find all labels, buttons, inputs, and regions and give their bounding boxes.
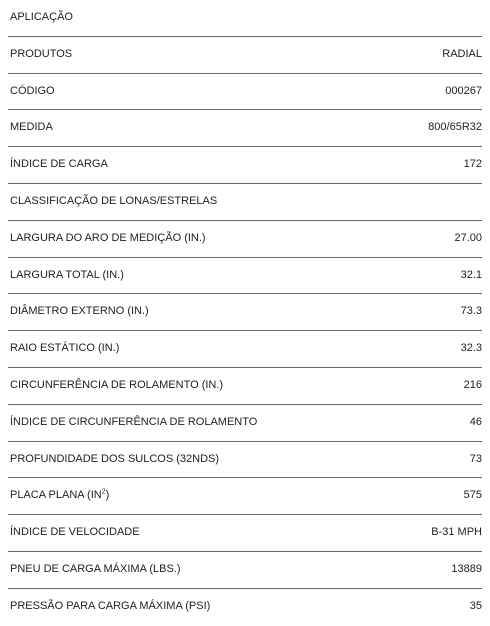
spec-row-placa-plana xyxy=(8,478,482,515)
spec-row-profundidade-sulcos xyxy=(8,442,482,479)
spec-row-indice-velocidade xyxy=(8,515,482,552)
spec-row-medida xyxy=(8,110,482,147)
spec-value: 73 xyxy=(469,452,482,465)
spec-row-diametro-externo xyxy=(8,294,482,331)
spec-label: PRODUTOS xyxy=(10,47,73,60)
spec-row-circunferencia-rolamento xyxy=(8,368,482,405)
spec-label: ÍNDICE DE VELOCIDADE xyxy=(10,526,140,539)
spec-row-aplicacao xyxy=(8,0,482,37)
spec-label xyxy=(10,490,109,501)
spec-label: PNEU DE CARGA MÁXIMA (LBS.) xyxy=(10,562,181,575)
spec-label: DIÂMETRO EXTERNO (IN.) xyxy=(10,305,149,318)
spec-row-classificacao-lonas xyxy=(8,184,482,221)
spec-label: CÓDIGO xyxy=(10,84,55,97)
spec-value: 27.00 xyxy=(454,231,482,244)
spec-label: CLASSIFICAÇÃO DE LONAS/ESTRELAS xyxy=(10,194,218,207)
spec-label: LARGURA TOTAL (IN.) xyxy=(10,268,124,281)
spec-value: 575 xyxy=(463,489,482,502)
spec-row-largura-aro xyxy=(8,221,482,258)
spec-label-suffix: ) xyxy=(105,489,110,502)
spec-value: 216 xyxy=(463,378,482,391)
spec-row-raio-estatico xyxy=(8,331,482,368)
spec-value: RADIAL xyxy=(442,47,482,60)
spec-row-indice-circunferencia xyxy=(8,405,482,442)
spec-label: PRESSÃO PARA CARGA MÁXIMA (PSI) xyxy=(10,599,211,612)
spec-value: 32.1 xyxy=(460,268,482,281)
spec-label: LARGURA DO ARO DE MEDIÇÃO (IN.) xyxy=(10,231,206,244)
spec-label-superscript: 2 xyxy=(101,488,106,496)
spec-row-indice-de-carga xyxy=(8,147,482,184)
spec-row-codigo xyxy=(8,74,482,111)
spec-row-produtos xyxy=(8,37,482,74)
spec-value: 46 xyxy=(469,415,482,428)
spec-value: 35 xyxy=(469,599,482,612)
spec-label: CIRCUNFERÊNCIA DE ROLAMENTO (IN.) xyxy=(10,378,224,391)
spec-row-pressao-carga-maxima xyxy=(8,589,482,626)
spec-label: APLICAÇÃO xyxy=(10,11,73,23)
spec-label-text: PLACA PLANA (IN xyxy=(10,489,102,502)
tire-spec-table xyxy=(8,0,482,626)
spec-value: B-31 MPH xyxy=(431,526,482,539)
spec-value: 172 xyxy=(463,158,482,171)
spec-row-largura-total xyxy=(8,258,482,295)
spec-label: ÍNDICE DE CIRCUNFERÊNCIA DE ROLAMENTO xyxy=(10,415,258,428)
spec-value: 13889 xyxy=(451,562,482,575)
spec-label: MEDIDA xyxy=(10,121,53,134)
spec-value: 73.3 xyxy=(460,305,482,318)
spec-value: 32.3 xyxy=(460,342,482,355)
spec-label: PROFUNDIDADE DOS SULCOS (32NDS) xyxy=(10,452,220,465)
spec-value: 800/65R32 xyxy=(428,121,482,134)
spec-label: RAIO ESTÁTICO (IN.) xyxy=(10,342,120,355)
spec-row-pneu-carga-maxima xyxy=(8,552,482,589)
spec-label: ÍNDICE DE CARGA xyxy=(10,158,108,171)
spec-value: 000267 xyxy=(445,84,482,97)
